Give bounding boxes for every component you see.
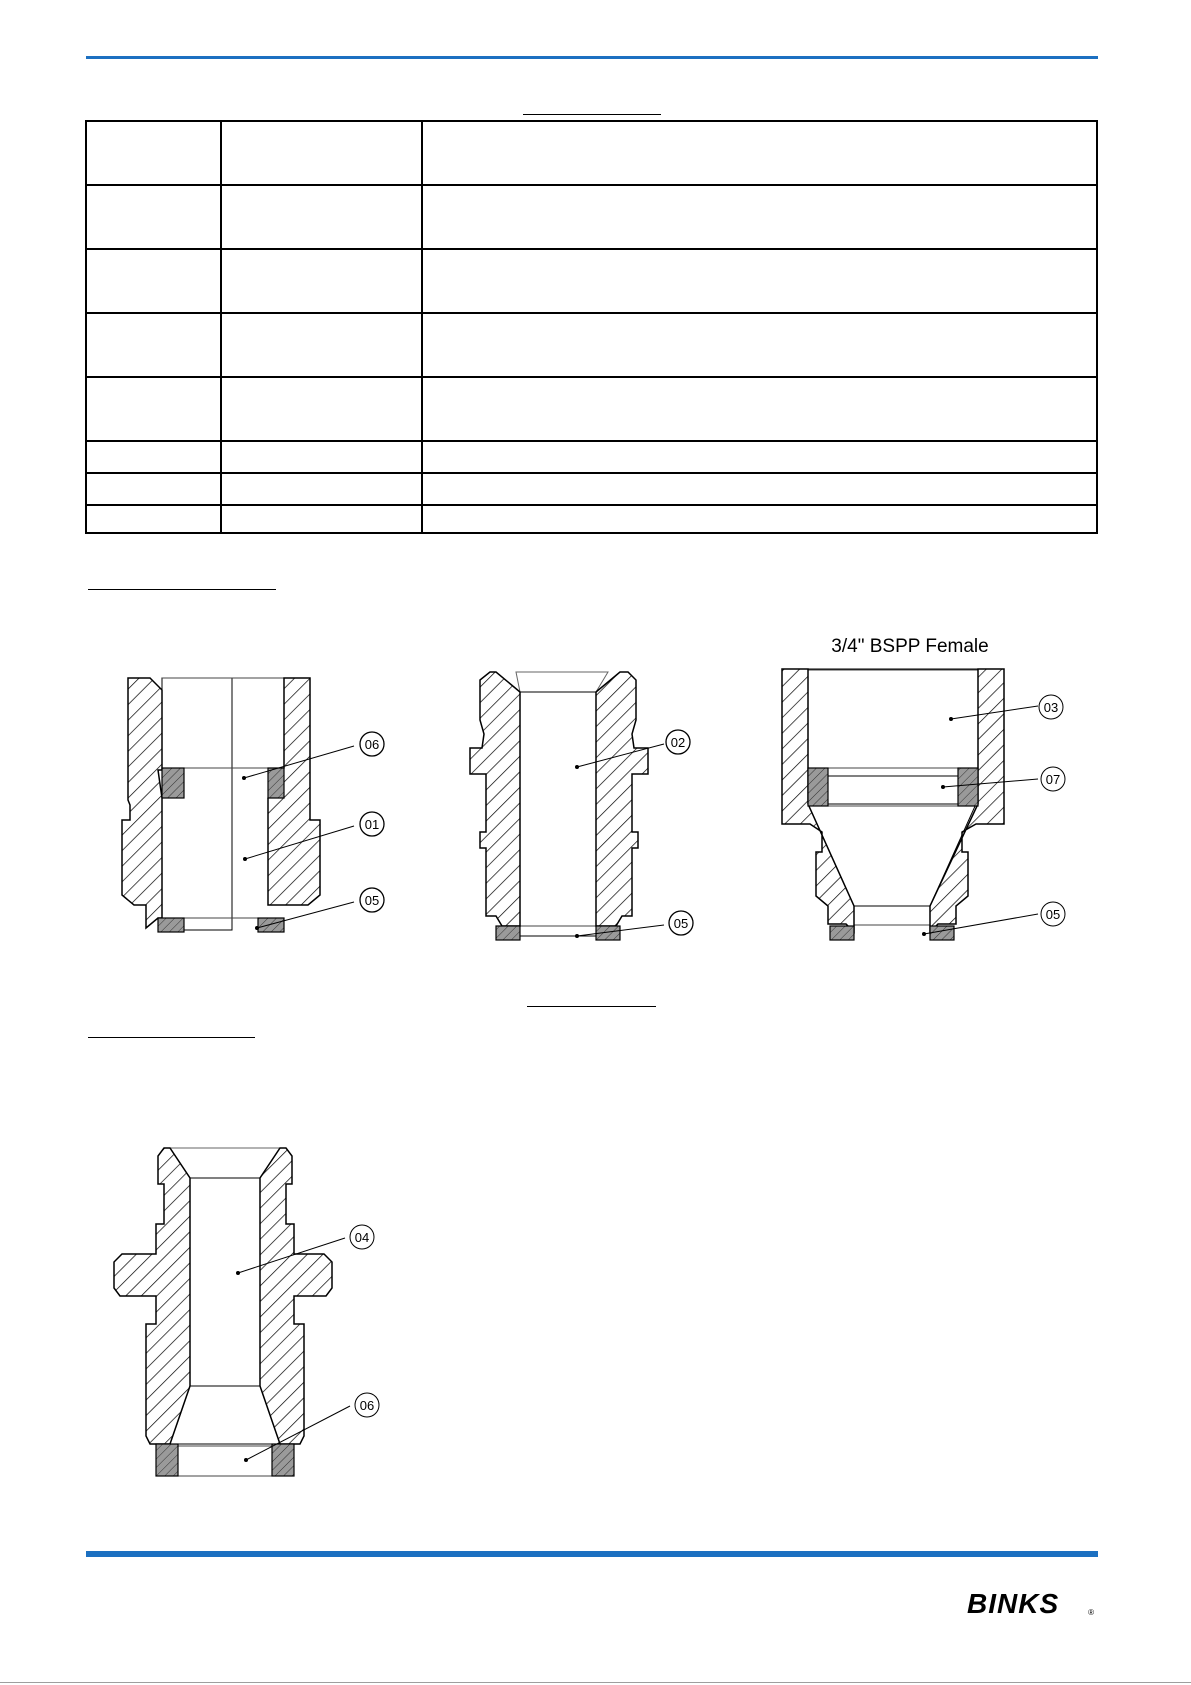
footer-rule bbox=[86, 1551, 1098, 1557]
seal-06 bbox=[268, 768, 284, 798]
seal-07 bbox=[958, 768, 978, 806]
table-cell bbox=[221, 249, 422, 313]
seal-05 bbox=[258, 918, 284, 932]
table-cell bbox=[422, 441, 1097, 473]
bore bbox=[162, 678, 232, 930]
table-row bbox=[86, 377, 1097, 441]
table-row bbox=[86, 441, 1097, 473]
seal-05 bbox=[930, 926, 954, 940]
table-cell bbox=[422, 249, 1097, 313]
table-cell bbox=[422, 185, 1097, 249]
callout-label: 04 bbox=[354, 1230, 370, 1245]
table-row bbox=[86, 249, 1097, 313]
section-heading-underline bbox=[527, 1006, 656, 1007]
parts-table bbox=[85, 120, 1098, 534]
body-left-wall bbox=[470, 672, 520, 926]
seal-06 bbox=[162, 768, 184, 798]
body-left-wall bbox=[114, 1148, 190, 1444]
adapter-a-drawing bbox=[110, 660, 400, 950]
seal-05 bbox=[158, 918, 184, 932]
table-cell bbox=[221, 121, 422, 185]
logo-wordmark: BINKS bbox=[967, 1588, 1060, 1619]
seal-05 bbox=[830, 926, 854, 940]
table-row bbox=[86, 505, 1097, 533]
page-bottom-edge bbox=[0, 1682, 1191, 1683]
seal-06 bbox=[272, 1444, 294, 1476]
adapter-c-drawing bbox=[770, 636, 1080, 961]
table-cell bbox=[221, 505, 422, 533]
table-cell bbox=[221, 313, 422, 377]
callout-label: 02 bbox=[670, 735, 686, 750]
bore bbox=[808, 669, 978, 776]
table-title-underline bbox=[523, 114, 661, 115]
body-left-wall bbox=[122, 678, 162, 928]
binks-logo bbox=[965, 1585, 1095, 1621]
body-right-wall bbox=[260, 1148, 332, 1444]
section-heading-underline bbox=[88, 589, 276, 590]
registered-mark: ® bbox=[1088, 1608, 1094, 1617]
bore bbox=[520, 692, 596, 936]
table-cell bbox=[86, 313, 221, 377]
table-cell bbox=[86, 121, 221, 185]
table-cell bbox=[422, 473, 1097, 505]
callout-label: 05 bbox=[673, 916, 689, 931]
callout-label: 06 bbox=[364, 737, 380, 752]
adapter-b-drawing bbox=[460, 660, 720, 950]
table-cell bbox=[86, 185, 221, 249]
body-right-wall bbox=[596, 672, 648, 926]
seal-07 bbox=[808, 768, 828, 806]
table-cell bbox=[221, 185, 422, 249]
table-cell bbox=[221, 473, 422, 505]
table-cell bbox=[422, 377, 1097, 441]
section-heading-underline bbox=[88, 1037, 255, 1038]
table-cell bbox=[86, 473, 221, 505]
table-cell bbox=[422, 505, 1097, 533]
table-cell bbox=[86, 505, 221, 533]
callout-label: 06 bbox=[359, 1398, 375, 1413]
callout-label: 05 bbox=[364, 893, 380, 908]
table-cell bbox=[86, 441, 221, 473]
adapter-d-drawing bbox=[110, 1140, 400, 1485]
table-row bbox=[86, 121, 1097, 185]
seal-06 bbox=[156, 1444, 178, 1476]
table-cell bbox=[422, 121, 1097, 185]
table-cell bbox=[86, 249, 221, 313]
chamfer bbox=[516, 672, 608, 692]
callout-label: 01 bbox=[364, 817, 380, 832]
table-cell bbox=[221, 441, 422, 473]
table-cell bbox=[221, 377, 422, 441]
callout-label: 05 bbox=[1045, 907, 1061, 922]
seal-05 bbox=[496, 926, 520, 940]
callout-label: 07 bbox=[1045, 772, 1061, 787]
table-cell bbox=[422, 313, 1097, 377]
table-cell bbox=[86, 377, 221, 441]
table-row bbox=[86, 185, 1097, 249]
callout-label: 03 bbox=[1043, 700, 1059, 715]
table-row bbox=[86, 313, 1097, 377]
leader-line bbox=[257, 902, 354, 928]
fitting-label: 3/4" BSPP Female bbox=[831, 636, 989, 657]
table-row bbox=[86, 473, 1097, 505]
header-rule bbox=[86, 56, 1098, 59]
